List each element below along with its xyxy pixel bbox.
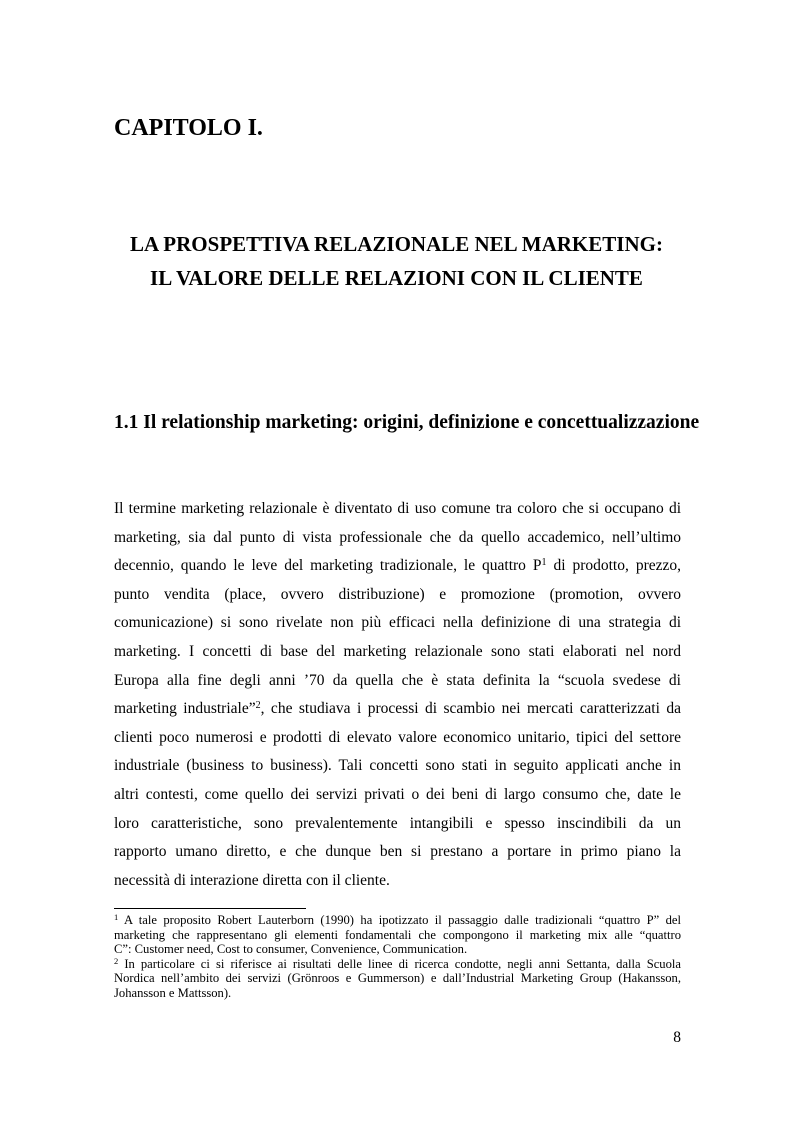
footnote-1-line-3: C”: Customer need, Cost to consumer, Convenience, Communication. [114,942,468,957]
body-line-8-text-b: , che studiava i processi di scambio nei mercati caratterizzati da [260,700,681,718]
body-line-3 [114,552,681,581]
body-line-8-text-a: marketing industriale” [114,700,256,718]
footnote-ref-2[interactable]: 2 [255,700,261,712]
footnote-1-number: 1 [114,913,119,922]
body-line-7: Europa alla fine degli anni ’70 da quella che è stata definita la “scuola svedese di [114,671,681,689]
footnote-2-line-1 [114,957,681,972]
body-line-3-text-a: decennio, quando le leve del marketing tradizionale, le quattro P [114,557,542,575]
page-number: 8 [673,1029,681,1046]
body-line-5: comunicazione) si sono rivelate non più efficaci nella definizione di una strategia di [114,614,681,632]
body-line-2: marketing, sia dal punto di vista professionale che da quello accademico, nell’ultimo [114,528,681,546]
footnote-1-line-1-text: A tale proposito Robert Lauterborn (1990) ha ipotizzato il passaggio dalle tradizionali “quattro P” del [118,913,681,927]
body-line-8 [114,695,681,724]
section-heading: 1.1 Il relationship marketing: origini, definizione e concettualizzazione [114,412,700,433]
body-line-6: marketing. I concetti di base del marketing relazionale sono stati elaborati nel nord [114,642,681,660]
footnote-2-line-1-text: In particolare ci si riferisce ai risultati delle linee di ricerca condotte, negli anni Settanta, dalla Scuola [118,956,681,971]
body-line-9: clienti poco numerosi e prodotti di elevato valore economico unitario, tipici del settore [114,728,681,746]
body-line-11: altri contesti, come quello dei servizi privati o dei beni di largo consumo che, date le [114,785,681,803]
footnote-ref-1[interactable]: 1 [541,557,547,569]
footnote-2-line-2: Nordica nell’ambito dei servizi (Grönroos e Gummerson) e dall’Industrial Marketing Group (Hakansson, [114,971,681,986]
footnote-1-line-2: marketing che rappresentano gli elementi fondamentali che compongono il marketing mix alle “quattro [114,927,681,942]
footnote-separator [114,908,306,909]
body-line-4: punto vendita (place, ovvero distribuzione) e promozione (promotion, ovvero [114,585,681,603]
body-line-12: loro caratteristiche, sono prevalentemente intangibili e spesso inscindibili da un [114,814,681,832]
body-line-13: rapporto umano diretto, e che dunque ben si prestano a portare in primo piano la [114,843,681,861]
chapter-heading: CAPITOLO I. [114,115,263,141]
body-line-1: Il termine marketing relazionale è diventato di uso comune tra coloro che si occupano di [114,500,681,517]
footnote-2-number: 2 [114,956,119,966]
body-paragraph [114,495,681,895]
footnote-1-line-1 [114,913,681,928]
body-line-14: necessità di interazione diretta con il cliente. [114,871,390,889]
footnote-2 [114,957,681,1001]
body-line-10: industriale (business to business). Tali concetti sono stati in seguito applicati anche in [114,757,681,775]
body-line-3-text-b: di prodotto, prezzo, [546,557,681,575]
chapter-title-line-2: IL VALORE DELLE RELAZIONI CON IL CLIENTE [150,266,643,290]
chapter-title-line-1: LA PROSPETTIVA RELAZIONALE NEL MARKETING: [130,232,663,256]
chapter-title [0,227,793,295]
footnote-1 [114,913,681,957]
footnote-2-line-3: Johansson e Mattsson). [114,985,232,1000]
footnotes [114,913,681,1001]
